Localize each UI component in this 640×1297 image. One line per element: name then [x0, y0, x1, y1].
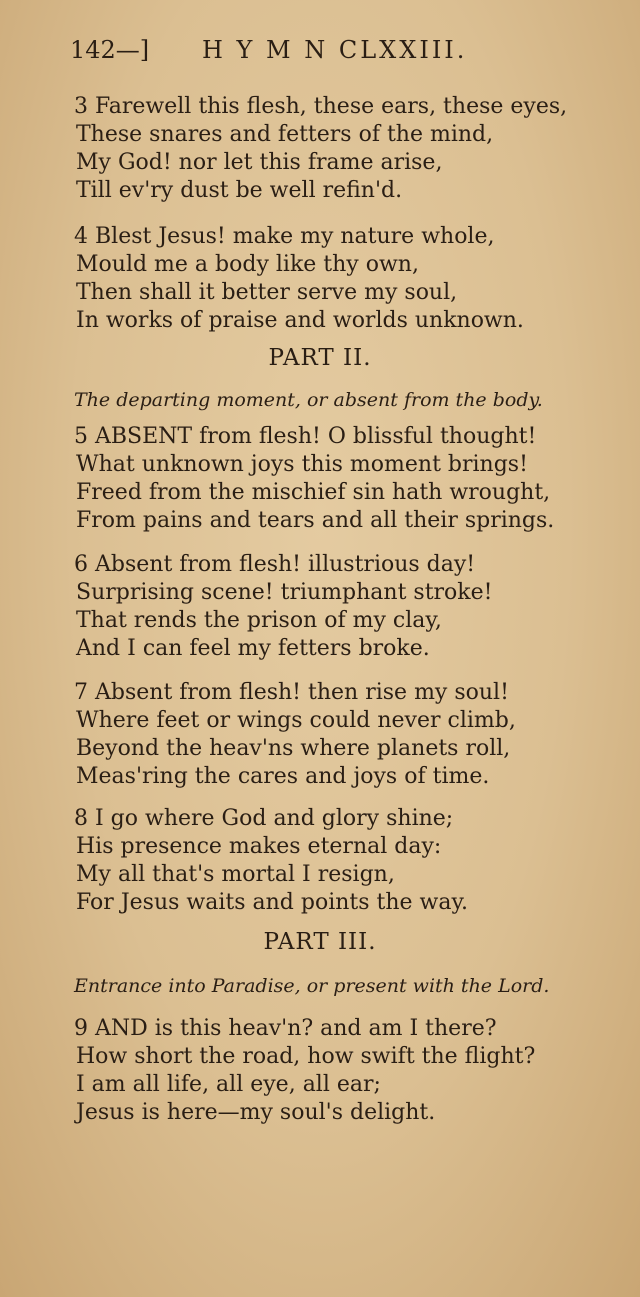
stanza-9-line-2: How short the road, how swift the flight? — [76, 1044, 536, 1069]
part-ii-subtitle: The departing moment, or absent from the body. — [74, 389, 543, 411]
stanza-8-line-2: His presence makes eternal day: — [76, 834, 442, 859]
stanza-4-line-2: Mould me a body like thy own, — [76, 252, 419, 277]
running-head: H Y M N CLXXIII. — [202, 36, 468, 64]
stanza-9-line-1: 9 AND is this heav'n? and am I there? — [74, 1016, 497, 1041]
stanza-3-line-3: My God! nor let this frame arise, — [76, 150, 443, 175]
stanza-5-line-2: What unknown joys this moment brings! — [76, 452, 528, 477]
stanza-6-line-2: Surprising scene! triumphant stroke! — [76, 580, 493, 605]
stanza-4-line-3: Then shall it better serve my soul, — [76, 280, 458, 305]
page-header — [70, 30, 610, 70]
part-ii-heading: PART II. — [268, 345, 372, 371]
stanza-4-line-1: 4 Blest Jesus! make my nature whole, — [74, 224, 495, 249]
stanza-6-line-1: 6 Absent from flesh! illustrious day! — [74, 552, 476, 577]
stanza-8-line-3: My all that's mortal I resign, — [76, 862, 395, 887]
stanza-7-line-3: Beyond the heav'ns where planets roll, — [76, 736, 511, 761]
stanza-7-line-4: Meas'ring the cares and joys of time. — [76, 764, 490, 789]
stanza-8-line-4: For Jesus waits and points the way. — [76, 890, 468, 915]
stanza-9-line-3: I am all life, all eye, all ear; — [76, 1072, 381, 1097]
part-iii-subtitle: Entrance into Paradise, or present with the Lord. — [74, 975, 550, 997]
stanza-7-line-1: 7 Absent from flesh! then rise my soul! — [74, 680, 509, 705]
stanza-3-line-2: These snares and fetters of the mind, — [76, 122, 494, 147]
stanza-6-line-3: That rends the prison of my clay, — [76, 608, 442, 633]
stanza-5-line-4: From pains and tears and all their springs. — [76, 508, 555, 533]
stanza-5-line-1: 5 ABSENT from flesh! O blissful thought! — [74, 424, 537, 449]
stanza-9-line-4: Jesus is here—my soul's delight. — [76, 1100, 436, 1125]
page-number: 142—] — [70, 36, 150, 64]
stanza-3-line-4: Till ev'ry dust be well refin'd. — [76, 178, 403, 203]
stanza-5-line-3: Freed from the mischief sin hath wrought, — [76, 480, 551, 505]
stanza-7-line-2: Where feet or wings could never climb, — [76, 708, 516, 733]
stanza-3-line-1: 3 Farewell this flesh, these ears, these eyes, — [74, 94, 568, 119]
stanza-8-line-1: 8 I go where God and glory shine; — [74, 806, 454, 831]
stanza-6-line-4: And I can feel my fetters broke. — [76, 636, 430, 661]
stanza-4-line-4: In works of praise and worlds unknown. — [76, 308, 524, 333]
part-iii-heading: PART III. — [263, 929, 377, 955]
